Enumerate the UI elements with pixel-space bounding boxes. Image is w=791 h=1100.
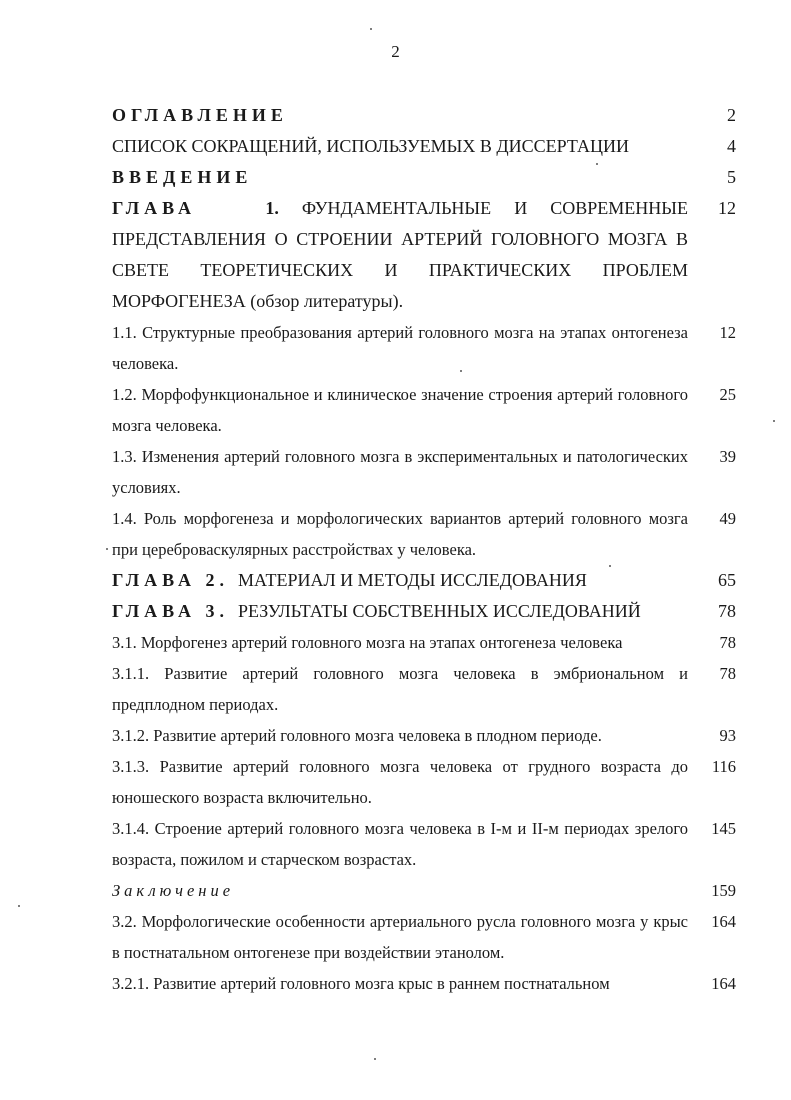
toc-page-number: 49 xyxy=(719,509,736,528)
toc-chapter-1-line-1 xyxy=(112,193,688,224)
toc-section-text: 3.1. Морфогенез артерий головного мозга на этапах онтогенеза человека xyxy=(112,633,623,652)
toc-page-number: 4 xyxy=(727,136,736,156)
toc-entry-section xyxy=(112,720,736,751)
toc-entry-section xyxy=(112,906,736,968)
toc-entry-section xyxy=(112,658,736,720)
toc-section-text: 3.1.1. Развитие артерий головного мозга человека в эмбриональном и предплодном периодах. xyxy=(112,664,688,714)
scan-speck xyxy=(106,548,108,550)
table-of-contents xyxy=(112,100,736,999)
chapter-label: ГЛАВА 2. xyxy=(112,570,230,590)
chapter-label: ГЛАВА 3. xyxy=(112,601,230,621)
chapter-title-line-4: МОРФОГЕНЕЗА (обзор литературы). xyxy=(112,291,404,311)
toc-page-number: 12 xyxy=(718,198,736,218)
toc-entry-chapter-2 xyxy=(112,565,736,596)
chapter-title-line-3: СВЕТЕ ТЕОРЕТИЧЕСКИХ И ПРАКТИЧЕСКИХ ПРОБЛЕМ xyxy=(112,260,688,280)
toc-entry-section xyxy=(112,441,736,503)
toc-section-text: 3.2.1. Развитие артерий головного мозга крыс в раннем постнатальном xyxy=(112,974,610,993)
toc-entry-section xyxy=(112,968,736,999)
toc-chapter-3-text xyxy=(112,596,688,627)
toc-entry-chapter-3 xyxy=(112,596,736,627)
toc-section-text: 1.2. Морфофункциональное и клиническое значение строения артерий головного мозга человека. xyxy=(112,385,688,435)
toc-entry-section xyxy=(112,503,736,565)
toc-contents-label: ОГЛАВЛЕНИЕ xyxy=(112,105,288,125)
chapter-number: 1. xyxy=(265,198,279,218)
scan-speck xyxy=(370,28,372,30)
toc-page-number: 78 xyxy=(719,633,736,652)
toc-section-text: 1.3. Изменения артерий головного мозга в экспериментальных и патологических условиях. xyxy=(112,447,688,497)
toc-page-number: 78 xyxy=(719,664,736,683)
scan-speck xyxy=(460,370,462,372)
toc-page-number: 65 xyxy=(718,570,736,590)
toc-section-text: 3.1.4. Строение артерий головного мозга человека в I-м и II-м периодах зрелого возраста, пожилом и старческом возрастах. xyxy=(112,819,688,869)
toc-entry-chapter-1 xyxy=(112,193,736,317)
toc-chapter-2-text xyxy=(112,565,688,596)
toc-page-number: 12 xyxy=(719,323,736,342)
scan-speck xyxy=(596,163,598,165)
chapter-title-line-1: ФУНДАМЕНТАЛЬНЫЕ И СОВРЕМЕННЫЕ xyxy=(301,198,688,218)
toc-page-number: 145 xyxy=(711,819,736,838)
toc-page-number: 93 xyxy=(719,726,736,745)
chapter-title: МАТЕРИАЛ И МЕТОДЫ ИССЛЕДОВАНИЯ xyxy=(238,570,587,590)
toc-chapter-1-text xyxy=(112,193,688,317)
toc-entry-section xyxy=(112,627,736,658)
toc-page-number: 5 xyxy=(727,167,736,187)
scan-speck xyxy=(18,905,20,907)
scan-speck xyxy=(609,565,611,567)
toc-entry-section xyxy=(112,317,736,379)
toc-conclusion-label: Заключение xyxy=(112,881,235,900)
toc-page-number: 159 xyxy=(711,881,736,900)
page-number: 2 xyxy=(391,42,400,61)
toc-section-text: 1.1. Структурные преобразования артерий головного мозга на этапах онтогенеза человека. xyxy=(112,323,688,373)
toc-entry-section xyxy=(112,379,736,441)
toc-page-number: 164 xyxy=(711,912,736,931)
toc-page-number: 25 xyxy=(719,385,736,404)
toc-section-text: 3.2. Морфологические особенности артериального русла головного мозга у крыс в постнатальном онтогенезе при воздействии этанолом. xyxy=(112,912,688,962)
toc-introduction-label: ВВЕДЕНИЕ xyxy=(112,167,253,187)
toc-entry-section xyxy=(112,813,736,875)
toc-page-number: 39 xyxy=(719,447,736,466)
toc-section-text: 3.1.2. Развитие артерий головного мозга человека в плодном периоде. xyxy=(112,726,602,745)
toc-page-number: 164 xyxy=(711,974,736,993)
toc-entry-conclusion xyxy=(112,875,736,906)
chapter-title-line-2: ПРЕДСТАВЛЕНИЯ О СТРОЕНИИ АРТЕРИЙ ГОЛОВНОГО МОЗГА В xyxy=(112,229,688,249)
toc-abbreviations-label: СПИСОК СОКРАЩЕНИЙ, ИСПОЛЬЗУЕМЫХ В ДИССЕРТАЦИИ xyxy=(112,136,629,156)
toc-page-number: 78 xyxy=(718,601,736,621)
scan-speck xyxy=(773,420,775,422)
toc-entry-section xyxy=(112,751,736,813)
chapter-title: РЕЗУЛЬТАТЫ СОБСТВЕННЫХ ИССЛЕДОВАНИЙ xyxy=(238,601,641,621)
chapter-label: ГЛАВА xyxy=(112,198,197,218)
scan-speck xyxy=(374,1058,376,1060)
toc-entry-abbreviations xyxy=(112,131,736,162)
toc-entry-contents xyxy=(112,100,736,131)
toc-section-text: 1.4. Роль морфогенеза и морфологических вариантов артерий головного мозга при цереброваскулярных расстройствах у человека. xyxy=(112,509,688,559)
toc-page-number: 2 xyxy=(727,105,736,125)
toc-section-text: 3.1.3. Развитие артерий головного мозга человека от грудного возраста до юношеского возраста включительно. xyxy=(112,757,688,807)
toc-entry-introduction xyxy=(112,162,736,193)
toc-page-number: 116 xyxy=(711,757,736,776)
